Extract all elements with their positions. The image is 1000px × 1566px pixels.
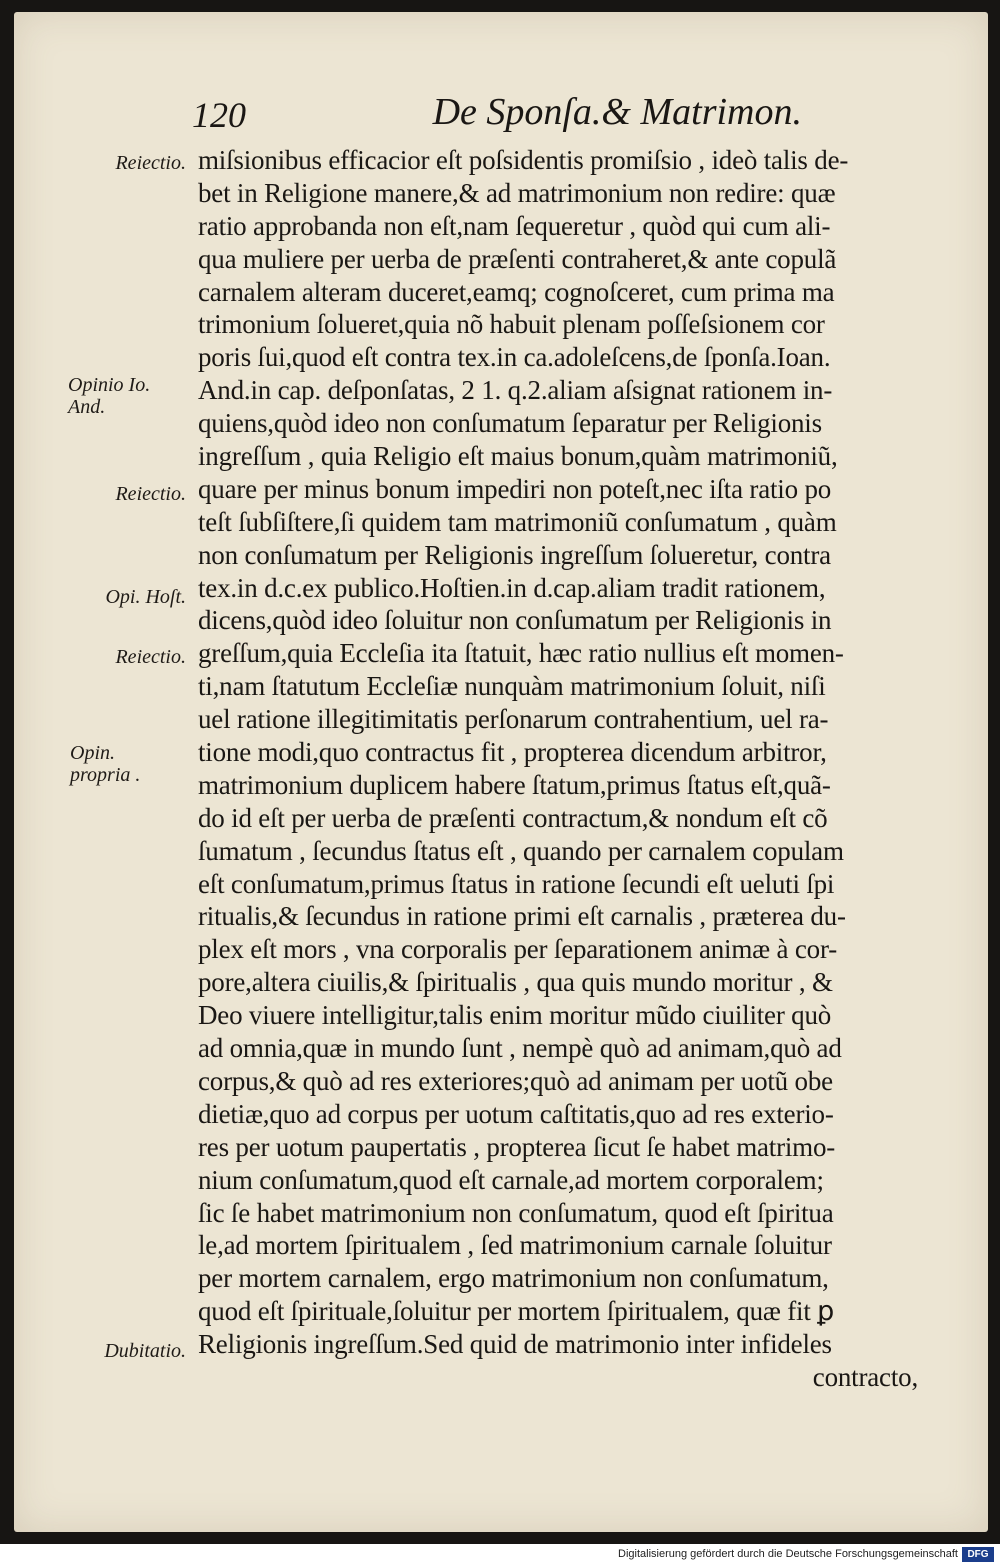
- margin-note-opi-host: Opi. Hoſt.: [105, 586, 186, 608]
- text-line: dicens,quòd ideo ſoluitur non conſumatum per Religionis in: [198, 605, 832, 636]
- text-line: poris ſui,quod eſt contra tex.in ca.adoleſcens,de ſponſa.Ioan.: [198, 342, 831, 373]
- page-number: 120: [192, 95, 246, 135]
- catchword: contracto,: [812, 1361, 918, 1392]
- text-line: non conſumatum per Religionis ingreſſum ſolueretur, contra: [198, 539, 831, 570]
- text-line: teſt ſubſiſtere,ſi quidem tam matrimoniũ conſumatum , quàm: [198, 506, 837, 537]
- text-line: quiens,quòd ideo non conſumatum ſeparatur per Religionis: [198, 408, 822, 439]
- margin-notes: [14, 12, 198, 1412]
- text-line: dietiæ,quo ad corpus per uotum caſtitatis,quo ad res exterio-: [198, 1098, 834, 1129]
- text-line: corpus,& quò ad res exteriores;quò ad animam per uotũ obe: [198, 1065, 833, 1096]
- text-line: tex.in d.c.ex publico.Hoſtien.in d.cap.aliam tradit rationem,: [198, 572, 826, 603]
- text-line: per mortem carnalem, ergo matrimonium non conſumatum,: [198, 1263, 829, 1294]
- text-line: res per uotum paupertatis , propterea ſicut ſe habet matrimo-: [198, 1131, 836, 1162]
- book-page: [14, 12, 988, 1532]
- text-line: ſic ſe habet matrimonium non conſumatum, quod eſt ſpiritua: [198, 1197, 834, 1228]
- body-text: [198, 144, 954, 1394]
- text-line: And.in cap. deſponſatas, 2 1. q.2.aliam aſsignat rationem in-: [198, 375, 833, 406]
- text-line: ad omnia,quæ in mundo ſunt , nempè quò ad animam,quò ad: [198, 1033, 842, 1064]
- funding-credit: Digitalisierung gefördert durch die Deutsche Forschungsgemeinschaft: [618, 1548, 958, 1560]
- margin-note-opinio-io-and: Opinio Io. And.: [68, 374, 151, 418]
- margin-note-reiectio-2: Reiectio.: [115, 483, 186, 505]
- text-line: ti,nam ſtatutum Eccleſiæ nunquàm matrimonium ſoluit, niſi: [198, 671, 826, 702]
- text-line: ratio approbanda non eſt,nam ſequeretur , quòd qui cum ali-: [198, 210, 831, 241]
- text-line: le,ad mortem ſpiritualem , ſed matrimonium carnale ſoluitur: [198, 1230, 832, 1261]
- text-line: eſt conſumatum,primus ſtatus in ratione ſecundi eſt ueluti ſpi: [198, 868, 835, 899]
- text-line: ritualis,& ſecundus in ratione primi eſt carnalis , præterea du-: [198, 901, 846, 932]
- text-line: quod eſt ſpirituale,ſoluitur per mortem ſpiritualem, quæ fit ꝑ: [198, 1296, 835, 1327]
- margin-note-reiectio-3: Reiectio.: [115, 646, 186, 668]
- text-line: pore,altera ciuilis,& ſpiritualis , qua quis mundo moritur , &: [198, 967, 833, 998]
- text-line: bet in Religione manere,& ad matrimonium non redire: quæ: [198, 177, 836, 208]
- page-header: [192, 90, 802, 140]
- text-line: Religionis ingreſſum.Sed quid de matrimonio inter infideles: [198, 1329, 832, 1360]
- margin-note-dubitatio: Dubitatio.: [104, 1340, 186, 1362]
- text-line: qua muliere per uerba de præſenti contraheret,& ante copulã: [198, 243, 837, 274]
- text-line: quare per minus bonum impediri non poteſt,nec iſta ratio po: [198, 473, 832, 504]
- text-line: do id eſt per uerba de præſenti contractum,& nondum eſt cõ: [198, 802, 828, 833]
- dfg-logo-icon: DFG: [962, 1547, 994, 1562]
- margin-note-opin-propria: Opin. propria .: [70, 742, 141, 786]
- text-line: ingreſſum , quia Religio eſt maius bonum,quàm matrimoniũ,: [198, 441, 838, 472]
- running-title: De Sponſa.& Matrimon.: [432, 91, 802, 133]
- text-line: uel ratione illegitimitatis perſonarum contrahentium, uel ra-: [198, 704, 829, 735]
- text-line: greſſum,quia Eccleſia ita ſtatuit, hæc ratio nullius eſt momen-: [198, 638, 844, 669]
- text-line: trimonium ſolueret,quia nõ habuit plenam poſſeſsionem cor: [198, 309, 825, 340]
- margin-note-reiectio-1: Reiectio.: [115, 152, 186, 174]
- footer-bar: [0, 1544, 1000, 1566]
- text-line: Deo viuere intelligitur,talis enim moritur mũdo ciuiliter quò: [198, 1000, 832, 1031]
- text-line: nium conſumatum,quod eſt carnale,ad mortem corporalem;: [198, 1164, 824, 1195]
- text-line: plex eſt mors , vna corporalis per ſeparationem animæ à cor-: [198, 934, 837, 965]
- text-line: miſsionibus efficacior eſt poſsidentis promiſsio , ideò talis de-: [198, 145, 849, 175]
- text-line: matrimonium duplicem habere ſtatum,primus ſtatus eſt,quã-: [198, 769, 831, 800]
- text-line: ſumatum , ſecundus ſtatus eſt , quando per carnalem copulam: [198, 835, 844, 866]
- text-line: carnalem alteram duceret,eamq; cognoſceret, cum prima ma: [198, 276, 835, 307]
- text-line: tione modi,quo contractus fit , propterea dicendum arbitror,: [198, 737, 827, 768]
